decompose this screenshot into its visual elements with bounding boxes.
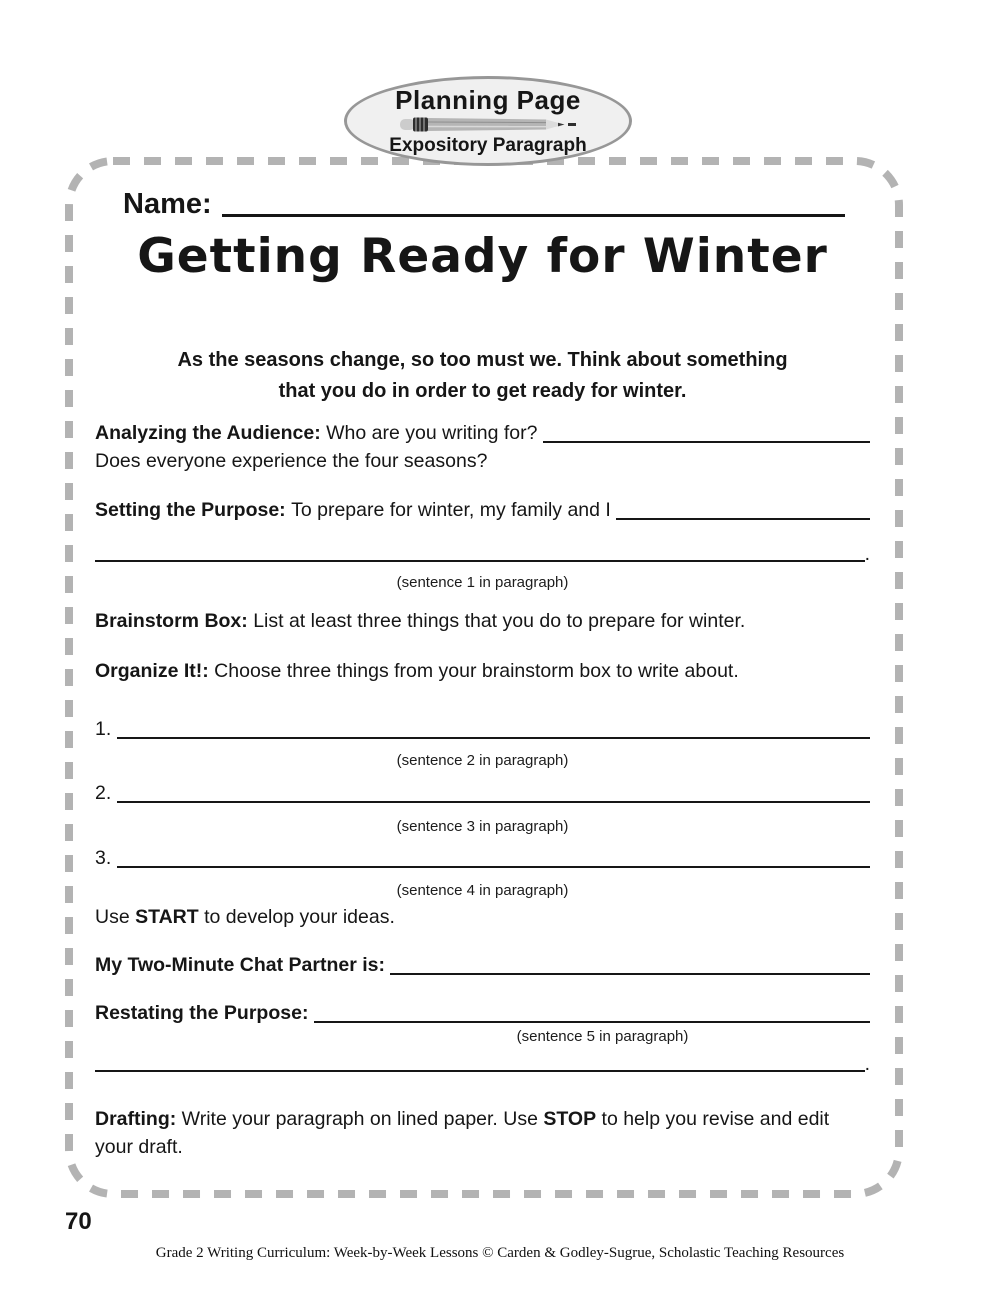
brainstorm-label: Brainstorm Box: xyxy=(95,610,254,632)
line-1-period: . xyxy=(864,543,870,565)
intro-line-1: As the seasons change, so too must we. Think about something xyxy=(177,349,788,371)
organize-item-2 xyxy=(95,780,870,806)
planning-page-badge xyxy=(344,76,632,166)
start-note-suffix: to develop your ideas. xyxy=(198,906,395,928)
footer-credit: Grade 2 Writing Curriculum: Week-by-Week Lessons © Carden & Godley-Sugrue, Scholastic Teaching Resources xyxy=(155,1245,845,1261)
name-row xyxy=(123,187,845,221)
intro-text xyxy=(95,345,870,407)
sentence-caption-3: (sentence 3 in paragraph) xyxy=(396,818,569,835)
analyzing-prompt: Who are you writing for? xyxy=(326,422,543,444)
analyzing-label: Analyzing the Audience: xyxy=(95,422,327,444)
badge-subtitle: Expository Paragraph xyxy=(389,134,587,156)
sentence-caption-1: (sentence 1 in paragraph) xyxy=(396,574,569,591)
item-1-write-line xyxy=(117,716,870,739)
organize-item-3 xyxy=(95,845,870,871)
line-2-period: . xyxy=(864,1053,870,1075)
organize-text: Choose three things from your brainstorm box to write about. xyxy=(214,660,739,682)
sentence-1-write-line xyxy=(95,541,865,562)
badge-title: Planning Page xyxy=(395,84,581,115)
pencil-icon xyxy=(398,114,578,134)
analyzing-followup: Does everyone experience the four seasons? xyxy=(95,450,488,472)
start-keyword: START xyxy=(135,906,199,928)
sentence-caption-4: (sentence 4 in paragraph) xyxy=(396,882,569,899)
intro-line-2: that you do in order to get ready for winter. xyxy=(278,380,687,402)
write-line-full-1 xyxy=(95,541,870,567)
start-note xyxy=(95,904,870,930)
drafting-label: Drafting: xyxy=(95,1108,177,1130)
start-note-prefix: Use xyxy=(95,906,136,928)
page-number: 70 xyxy=(65,1208,92,1235)
stop-keyword: STOP xyxy=(543,1108,597,1130)
item-2-write-line xyxy=(117,780,870,803)
section-analyzing-audience xyxy=(95,420,870,446)
section-organize-it xyxy=(95,658,870,684)
section-brainstorm-box xyxy=(95,608,870,634)
setting-purpose-prompt: To prepare for winter, my family and I xyxy=(291,499,617,521)
sentence-caption-5: (sentence 5 in paragraph) xyxy=(516,1028,689,1045)
chat-partner-write-line xyxy=(390,952,870,975)
item-2-number: 2. xyxy=(95,782,117,804)
drafting-text-after: to help you revise and edit your draft. xyxy=(95,1108,830,1158)
restating-write-line xyxy=(314,1000,870,1023)
write-line-full-2 xyxy=(95,1051,870,1077)
worksheet-title: Getting Ready for Winter xyxy=(137,229,828,284)
organize-label: Organize It!: xyxy=(95,660,215,682)
name-label: Name: xyxy=(123,188,212,220)
name-write-line xyxy=(222,187,845,217)
brainstorm-text: List at least three things that you do to prepare for winter. xyxy=(253,610,746,632)
section-chat-partner xyxy=(95,952,870,978)
drafting-text-before: Write your paragraph on lined paper. Use xyxy=(176,1108,544,1130)
item-3-number: 3. xyxy=(95,847,117,869)
setting-purpose-write-line xyxy=(616,497,870,520)
restating-label: Restating the Purpose: xyxy=(95,1002,314,1024)
section-drafting xyxy=(95,1105,870,1161)
organize-item-1 xyxy=(95,716,870,742)
worksheet-content xyxy=(65,157,903,1198)
analyzing-write-line xyxy=(543,420,870,443)
sentence-caption-2: (sentence 2 in paragraph) xyxy=(396,752,569,769)
section-setting-purpose xyxy=(95,497,870,523)
setting-purpose-label: Setting the Purpose: xyxy=(95,499,292,521)
section-restating-purpose xyxy=(95,1000,870,1026)
item-1-number: 1. xyxy=(95,718,117,740)
chat-partner-label: My Two-Minute Chat Partner is: xyxy=(95,954,391,976)
item-3-write-line xyxy=(117,845,870,868)
sentence-5-write-line xyxy=(95,1051,865,1072)
